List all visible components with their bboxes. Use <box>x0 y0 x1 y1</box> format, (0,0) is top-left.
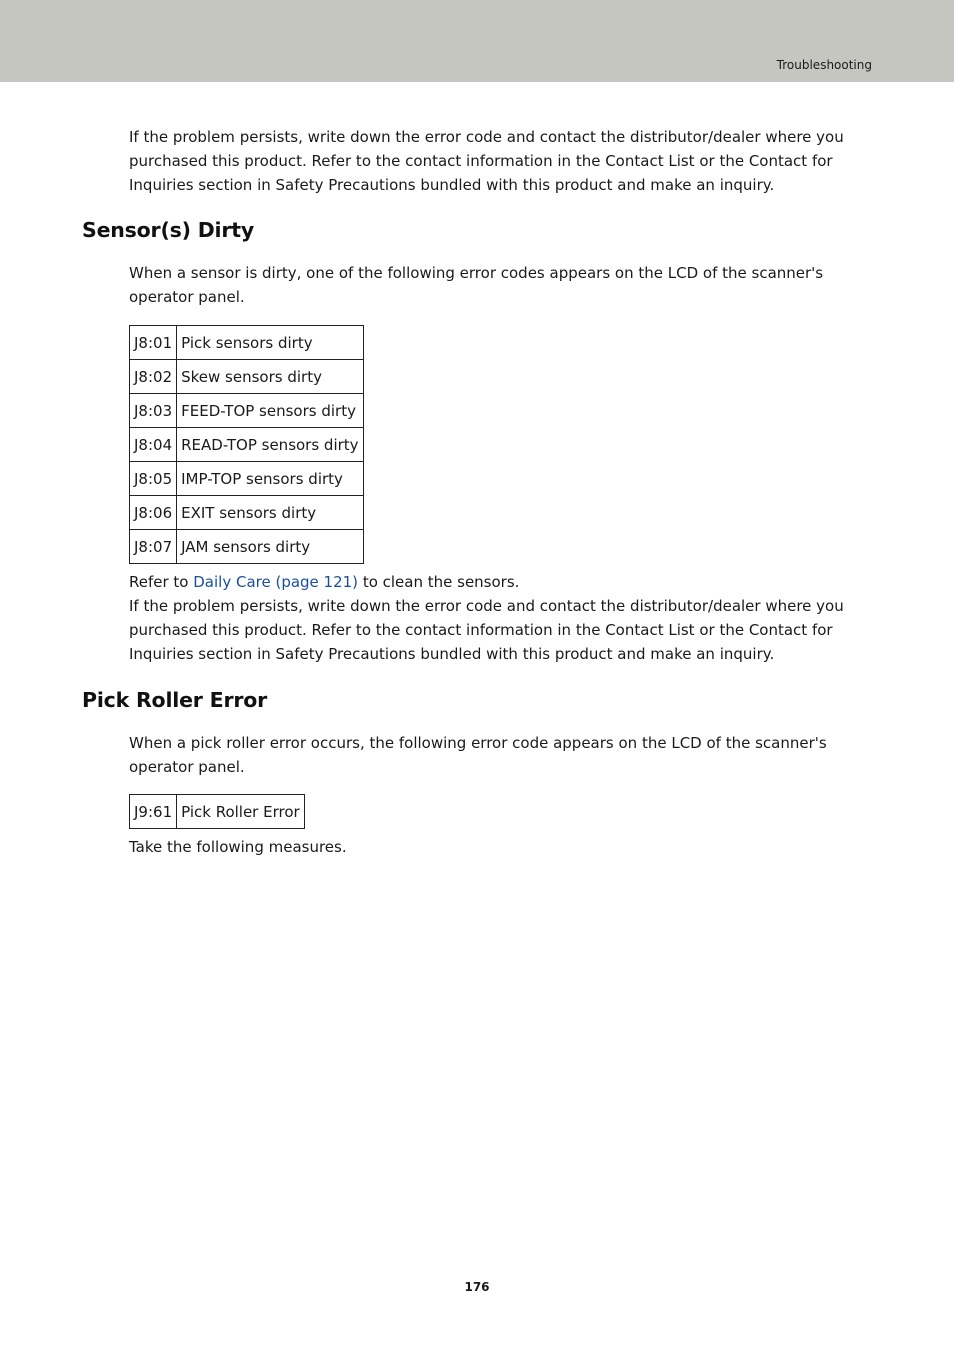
error-code: J8:03 <box>130 394 177 428</box>
pick-roller-error-table <box>129 794 305 829</box>
error-message: JAM sensors dirty <box>177 530 363 564</box>
daily-care-link[interactable]: Daily Care (page 121) <box>193 573 359 591</box>
header-section-title: Troubleshooting <box>776 58 872 72</box>
table-row <box>130 394 364 428</box>
error-code: J8:04 <box>130 428 177 462</box>
refer-prefix: Refer to <box>129 573 194 591</box>
error-message: Pick sensors dirty <box>177 326 363 360</box>
error-code: J8:02 <box>130 360 177 394</box>
error-message: Pick Roller Error <box>177 795 305 829</box>
sensor-error-table <box>129 325 364 564</box>
intro-paragraph: If the problem persists, write down the error code and contact the distributor/dealer where you purchased this product. Refer to the contact information in the Contact List or the Contact for Inquiries section in Safety Precautions bundled with this product and make an inquiry. <box>129 128 844 194</box>
error-message: FEED-TOP sensors dirty <box>177 394 363 428</box>
persist-paragraph: If the problem persists, write down the error code and contact the distributor/dealer where you purchased this product. Refer to the contact information in the Contact List or the Contact for Inquiries section in Safety Precautions bundled with this product and make an inquiry. <box>129 597 844 663</box>
table-row <box>130 530 364 564</box>
error-code: J9:61 <box>130 795 177 829</box>
sensors-heading: Sensor(s) Dirty <box>82 218 255 242</box>
error-message: Skew sensors dirty <box>177 360 363 394</box>
refer-paragraph <box>129 570 854 594</box>
header-band <box>0 0 954 82</box>
table-row <box>130 360 364 394</box>
error-message: IMP-TOP sensors dirty <box>177 462 363 496</box>
table-row <box>130 326 364 360</box>
table-row <box>130 462 364 496</box>
error-message: EXIT sensors dirty <box>177 496 363 530</box>
error-code: J8:07 <box>130 530 177 564</box>
pick-roller-heading: Pick Roller Error <box>82 688 268 712</box>
page-number: 176 <box>464 1280 490 1294</box>
refer-suffix: to clean the sensors. <box>358 573 520 591</box>
table-row <box>130 496 364 530</box>
error-message: READ-TOP sensors dirty <box>177 428 363 462</box>
table-row <box>130 795 305 829</box>
table-row <box>130 428 364 462</box>
measures-paragraph: Take the following measures. <box>129 838 347 856</box>
error-code: J8:06 <box>130 496 177 530</box>
sensors-description: When a sensor is dirty, one of the following error codes appears on the LCD of the scanner's operator panel. <box>129 264 824 306</box>
error-code: J8:01 <box>130 326 177 360</box>
error-code: J8:05 <box>130 462 177 496</box>
pick-roller-description: When a pick roller error occurs, the following error code appears on the LCD of the scanner's operator panel. <box>129 734 827 776</box>
